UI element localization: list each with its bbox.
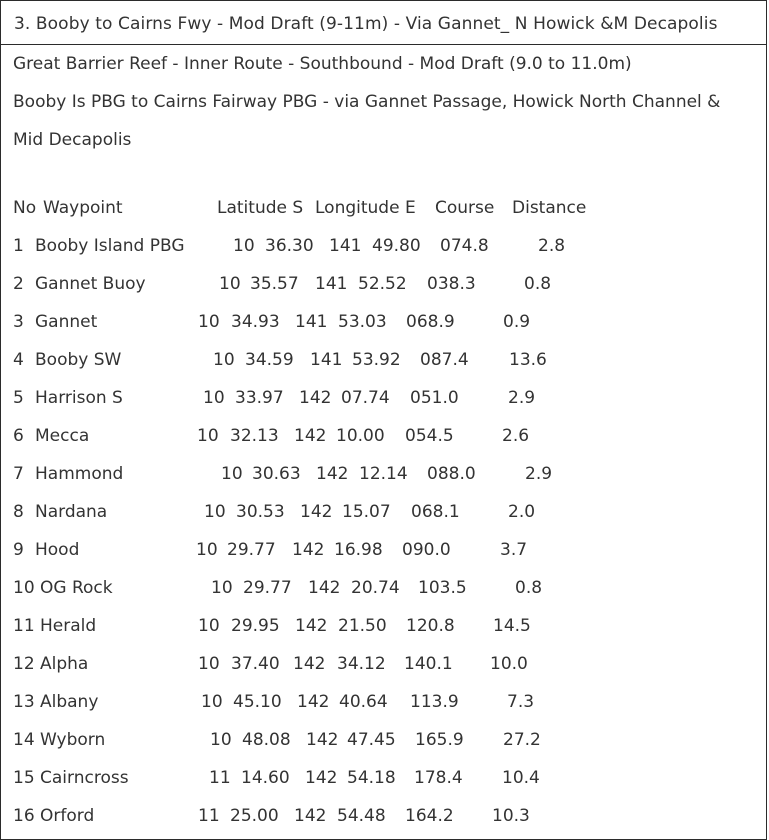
route-title: 3. Booby to Cairns Fwy - Mod Draft (9-11m) - Via Gannet_ N Howick &M Decapolis — [14, 14, 718, 34]
waypoint-name: Orford — [40, 806, 95, 826]
distance-value: 0.8 — [515, 578, 543, 598]
course-value: 113.9 — [410, 692, 459, 712]
latitude-minutes: 35.57 — [250, 274, 299, 294]
longitude-degrees: 142 — [293, 654, 326, 674]
waypoint-no: 13 — [13, 692, 35, 712]
waypoint-no: 1 — [13, 236, 24, 256]
distance-value: 2.9 — [525, 464, 553, 484]
distance-value: 10.0 — [490, 654, 528, 674]
course-value: 054.5 — [405, 426, 454, 446]
waypoint-no: 10 — [13, 578, 35, 598]
longitude-minutes: 52.52 — [358, 274, 407, 294]
longitude-minutes: 40.64 — [339, 692, 388, 712]
latitude-degrees: 10 — [203, 388, 225, 408]
waypoint-no: 11 — [13, 616, 35, 636]
waypoint-no: 9 — [13, 540, 24, 560]
waypoint-no: 12 — [13, 654, 35, 674]
longitude-degrees: 142 — [305, 768, 338, 788]
course-value: 087.4 — [420, 350, 469, 370]
waypoint-no: 3 — [13, 312, 24, 332]
course-value: 164.2 — [405, 806, 454, 826]
longitude-minutes: 15.07 — [342, 502, 391, 522]
latitude-degrees: 10 — [211, 578, 233, 598]
longitude-minutes: 47.45 — [347, 730, 396, 750]
course-value: 165.9 — [415, 730, 464, 750]
waypoint-no: 5 — [13, 388, 24, 408]
longitude-minutes: 07.74 — [341, 388, 390, 408]
longitude-degrees: 141 — [315, 274, 348, 294]
longitude-degrees: 142 — [306, 730, 339, 750]
waypoint-name: Hood — [35, 540, 80, 560]
latitude-minutes: 34.93 — [231, 312, 280, 332]
distance-value: 13.6 — [509, 350, 547, 370]
waypoint-no: 15 — [13, 768, 35, 788]
waypoint-no: 4 — [13, 350, 24, 370]
latitude-degrees: 10 — [210, 730, 232, 750]
waypoint-name: Booby Island PBG — [35, 236, 185, 256]
longitude-degrees: 142 — [316, 464, 349, 484]
longitude-degrees: 142 — [294, 426, 327, 446]
longitude-degrees: 142 — [297, 692, 330, 712]
waypoint-no: 7 — [13, 464, 24, 484]
latitude-degrees: 10 — [197, 426, 219, 446]
latitude-minutes: 29.77 — [243, 578, 292, 598]
longitude-minutes: 54.48 — [337, 806, 386, 826]
latitude-minutes: 29.77 — [227, 540, 276, 560]
latitude-degrees: 10 — [198, 616, 220, 636]
longitude-degrees: 142 — [292, 540, 325, 560]
distance-value: 7.3 — [507, 692, 535, 712]
distance-value: 2.9 — [508, 388, 536, 408]
longitude-degrees: 141 — [329, 236, 362, 256]
longitude-degrees: 142 — [300, 502, 333, 522]
longitude-minutes: 20.74 — [351, 578, 400, 598]
course-value: 068.1 — [411, 502, 460, 522]
longitude-degrees: 142 — [295, 616, 328, 636]
distance-value: 2.6 — [502, 426, 530, 446]
longitude-minutes: 34.12 — [337, 654, 386, 674]
header-no: No — [13, 198, 37, 218]
route-subtitle: Great Barrier Reef - Inner Route - Southbound - Mod Draft (9.0 to 11.0m) — [13, 54, 632, 74]
longitude-degrees: 141 — [295, 312, 328, 332]
waypoint-name: OG Rock — [40, 578, 113, 598]
waypoint-name: Albany — [40, 692, 99, 712]
waypoint-name: Alpha — [40, 654, 89, 674]
waypoint-no: 6 — [13, 426, 24, 446]
longitude-minutes: 49.80 — [372, 236, 421, 256]
latitude-minutes: 29.95 — [231, 616, 280, 636]
waypoint-name: Hammond — [35, 464, 124, 484]
latitude-degrees: 10 — [221, 464, 243, 484]
latitude-minutes: 14.60 — [241, 768, 290, 788]
latitude-minutes: 45.10 — [233, 692, 282, 712]
latitude-degrees: 11 — [209, 768, 231, 788]
distance-value: 2.0 — [508, 502, 536, 522]
latitude-degrees: 10 — [219, 274, 241, 294]
latitude-degrees: 10 — [198, 654, 220, 674]
waypoint-name: Gannet Buoy — [35, 274, 146, 294]
waypoint-name: Booby SW — [35, 350, 122, 370]
latitude-degrees: 10 — [198, 312, 220, 332]
latitude-degrees: 10 — [233, 236, 255, 256]
waypoint-name: Harrison S — [35, 388, 123, 408]
waypoint-name: Cairncross — [40, 768, 129, 788]
latitude-degrees: 10 — [196, 540, 218, 560]
distance-value: 14.5 — [493, 616, 531, 636]
waypoint-no: 14 — [13, 730, 35, 750]
longitude-minutes: 16.98 — [334, 540, 383, 560]
waypoint-name: Mecca — [35, 426, 90, 446]
latitude-degrees: 10 — [213, 350, 235, 370]
latitude-minutes: 30.53 — [236, 502, 285, 522]
distance-value: 3.7 — [500, 540, 528, 560]
course-value: 120.8 — [406, 616, 455, 636]
latitude-minutes: 34.59 — [245, 350, 294, 370]
latitude-degrees: 10 — [201, 692, 223, 712]
latitude-minutes: 36.30 — [265, 236, 314, 256]
course-value: 051.0 — [410, 388, 459, 408]
course-value: 103.5 — [418, 578, 467, 598]
longitude-minutes: 53.92 — [352, 350, 401, 370]
waypoint-no: 16 — [13, 806, 35, 826]
distance-value: 0.8 — [524, 274, 552, 294]
waypoint-name: Wyborn — [40, 730, 106, 750]
course-value: 068.9 — [406, 312, 455, 332]
latitude-minutes: 37.40 — [231, 654, 280, 674]
longitude-minutes: 12.14 — [359, 464, 408, 484]
course-value: 088.0 — [427, 464, 476, 484]
route-description-line-1: Booby Is PBG to Cairns Fairway PBG - via Gannet Passage, Howick North Channel & — [13, 92, 721, 112]
header-longitude: Longitude E — [315, 198, 416, 218]
header-latitude: Latitude S — [217, 198, 304, 218]
distance-value: 0.9 — [503, 312, 531, 332]
distance-value: 10.3 — [492, 806, 530, 826]
latitude-minutes: 25.00 — [230, 806, 279, 826]
waypoint-no: 2 — [13, 274, 24, 294]
longitude-degrees: 141 — [310, 350, 343, 370]
latitude-minutes: 30.63 — [252, 464, 301, 484]
waypoint-name: Herald — [40, 616, 97, 636]
longitude-minutes: 21.50 — [338, 616, 387, 636]
waypoint-name: Nardana — [35, 502, 108, 522]
longitude-minutes: 54.18 — [347, 768, 396, 788]
longitude-degrees: 142 — [308, 578, 341, 598]
course-value: 178.4 — [414, 768, 463, 788]
distance-value: 27.2 — [503, 730, 541, 750]
latitude-minutes: 48.08 — [242, 730, 291, 750]
longitude-degrees: 142 — [294, 806, 327, 826]
header-distance: Distance — [512, 198, 587, 218]
waypoint-no: 8 — [13, 502, 24, 522]
distance-value: 2.8 — [538, 236, 566, 256]
latitude-degrees: 11 — [198, 806, 220, 826]
title-bar — [1, 1, 766, 45]
latitude-minutes: 33.97 — [235, 388, 284, 408]
course-value: 140.1 — [404, 654, 453, 674]
course-value: 038.3 — [427, 274, 476, 294]
course-value: 090.0 — [402, 540, 451, 560]
longitude-minutes: 10.00 — [336, 426, 385, 446]
course-value: 074.8 — [440, 236, 489, 256]
distance-value: 10.4 — [502, 768, 540, 788]
waypoint-name: Gannet — [35, 312, 98, 332]
header-waypoint: Waypoint — [43, 198, 123, 218]
latitude-degrees: 10 — [204, 502, 226, 522]
route-description-line-2: Mid Decapolis — [13, 130, 132, 150]
latitude-minutes: 32.13 — [230, 426, 279, 446]
longitude-minutes: 53.03 — [338, 312, 387, 332]
header-course: Course — [435, 198, 495, 218]
longitude-degrees: 142 — [299, 388, 332, 408]
